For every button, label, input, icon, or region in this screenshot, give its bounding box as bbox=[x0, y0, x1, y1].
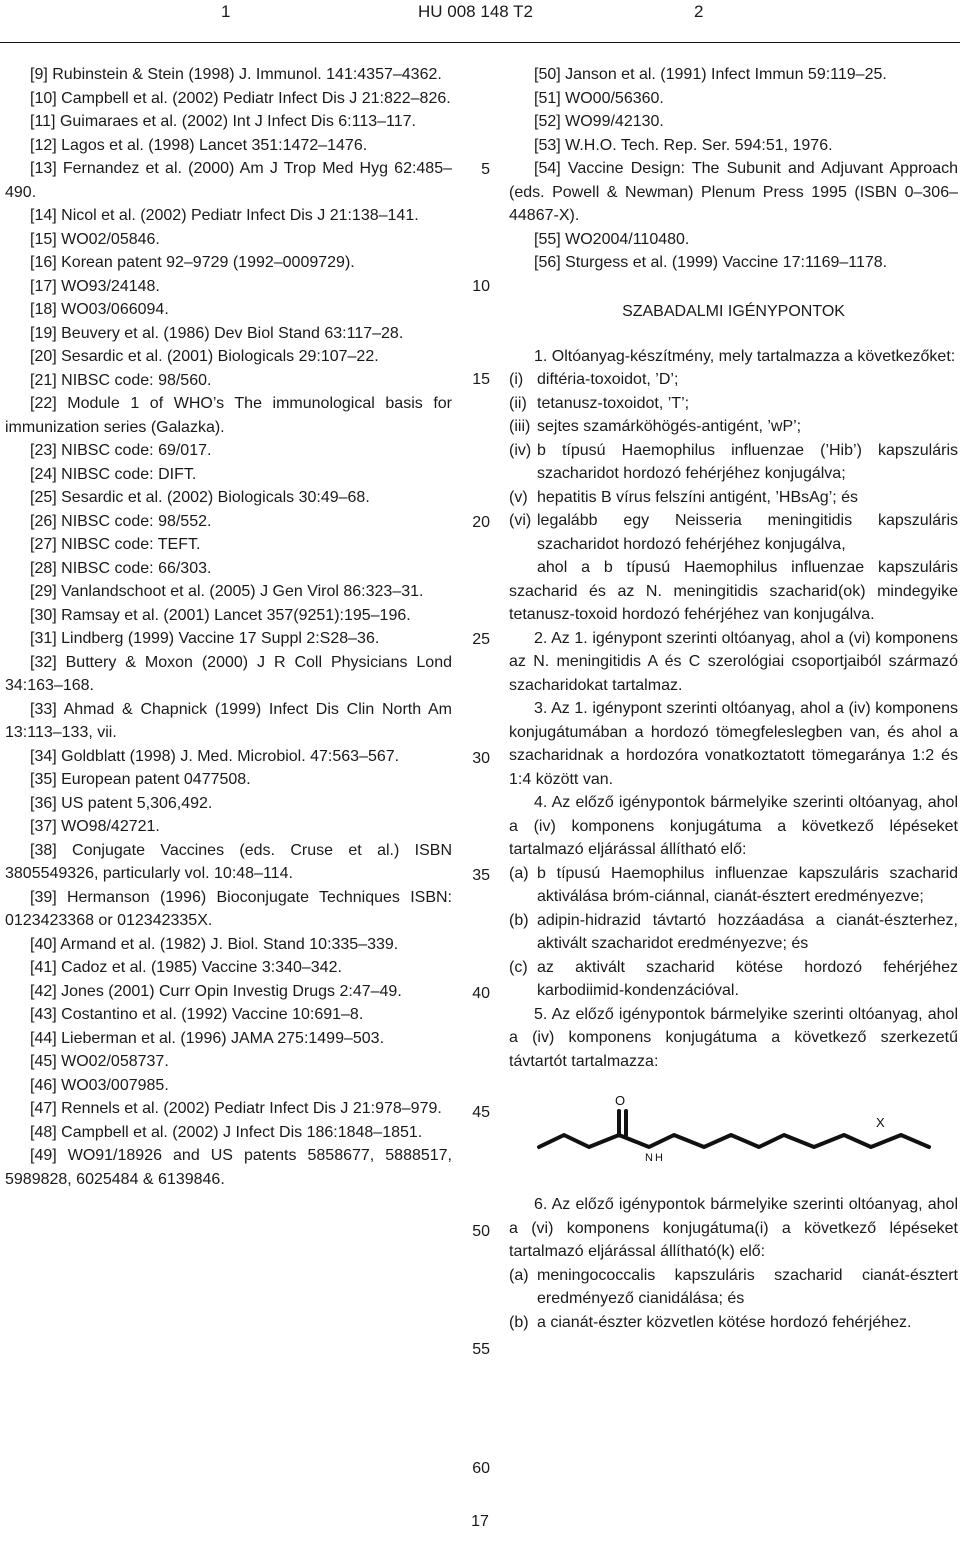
reference-item: [10] Campbell et al. (2002) Pediatr Infect Dis J 21:822–826. bbox=[30, 89, 451, 107]
claim-6-intro: 6. Az előző igénypontok bármelyike szerinti oltóanyag, ahol a (vi) komponens konjugátuma(i) a következő lépéseket tartalmazó eljárással állítható(k) elő: bbox=[509, 1196, 958, 1260]
item-label: (v) bbox=[509, 488, 528, 506]
item-text: hepatitis B vírus felszíni antigént, ’HBsAg’; és bbox=[537, 488, 859, 506]
item-label: (ii) bbox=[509, 394, 527, 412]
reference-item: [30] Ramsay et al. (2001) Lancet 357(9251):195–196. bbox=[30, 606, 411, 624]
line-number: 5 bbox=[481, 161, 490, 178]
atom-n: N bbox=[645, 1152, 653, 1164]
reference-item: [15] WO02/05846. bbox=[30, 230, 160, 248]
left-column-references bbox=[5, 63, 452, 1191]
claim-1-item bbox=[509, 439, 958, 486]
item-label: (i) bbox=[509, 371, 524, 388]
reference-item: [16] Korean patent 92–9729 (1992–0009729). bbox=[30, 254, 355, 271]
claim-4-item bbox=[509, 862, 958, 909]
reference-item: [12] Lagos et al. (1998) Lancet 351:1472–1476. bbox=[30, 136, 368, 154]
claim-4-item bbox=[509, 956, 958, 1003]
item-text: sejtes szamárköhögés-antigént, ’wP’; bbox=[537, 418, 802, 435]
claim-2: 2. Az 1. igénypont szerinti oltóanyag, ahol a (vi) komponens az N. meningitidis A és C szerológiai csoportjaiból származó szacharidokat tartalmaz. bbox=[509, 629, 958, 694]
header-page-left: 1 bbox=[221, 2, 231, 21]
item-text: az aktivált szacharid kötése hordozó fehérjéhez karbodiimid-kondenzációval. bbox=[537, 958, 958, 999]
claim-1-item bbox=[509, 368, 958, 392]
item-text: b típusú Haemophilus influenzae (’Hib’) kapszuláris szacharidot hordozó fehérjéhez konjugálva; bbox=[537, 441, 958, 482]
line-number: 10 bbox=[472, 278, 490, 295]
reference-item: [54] Vaccine Design: The Subunit and Adjuvant Approach (eds. Powell & Newman) Plenum Press 1995 (ISBN 0–306–44867-X). bbox=[509, 160, 958, 224]
reference-item: [48] Campbell et al. (2002) J Infect Dis 186:1848–1851. bbox=[30, 1123, 423, 1141]
item-text: diftéria-toxoidot, ’D’; bbox=[537, 371, 679, 388]
reference-item: [47] Rennels et al. (2002) Pediatr Infect Dis J 21:978–979. bbox=[30, 1100, 442, 1117]
header-doc-id: HU 008 148 T2 bbox=[418, 2, 533, 21]
spacer-structure-figure bbox=[509, 1073, 958, 1193]
claim-4-item bbox=[509, 909, 958, 956]
item-label: (b) bbox=[509, 1313, 529, 1331]
right-column bbox=[509, 63, 958, 1334]
claim-1-item bbox=[509, 415, 958, 439]
line-number: 40 bbox=[472, 985, 490, 1002]
atom-h: H bbox=[655, 1152, 663, 1164]
reference-item: [9] Rubinstein & Stein (1998) J. Immunol. 141:4357–4362. bbox=[30, 66, 442, 83]
reference-item: [29] Vanlandschoot et al. (2005) J Gen Virol 86:323–31. bbox=[30, 583, 424, 600]
item-label: (c) bbox=[509, 958, 528, 976]
header-rule bbox=[0, 42, 960, 43]
reference-item: [45] WO02/058737. bbox=[30, 1053, 169, 1070]
line-number: 35 bbox=[472, 867, 490, 884]
item-label: (a) bbox=[509, 864, 529, 882]
reference-item: [55] WO2004/110480. bbox=[534, 230, 690, 248]
reference-item: [53] W.H.O. Tech. Rep. Ser. 594:51, 1976. bbox=[534, 136, 833, 154]
reference-item: [17] WO93/24148. bbox=[30, 277, 160, 295]
reference-item: [13] Fernandez et al. (2000) Am J Trop Med Hyg 62:485–490. bbox=[5, 160, 452, 201]
reference-item: [34] Goldblatt (1998) J. Med. Microbiol. 47:563–567. bbox=[30, 747, 400, 765]
item-text: meningococcalis kapszuláris szacharid cianát-észtert eredményező cianidálása; és bbox=[537, 1266, 958, 1307]
reference-item: [40] Armand et al. (1982) J. Biol. Stand 10:335–339. bbox=[30, 935, 399, 953]
spacer-structure-figure bbox=[509, 1073, 958, 1193]
claim-1-item bbox=[509, 509, 958, 556]
item-text: adipin-hidrazid távtartó hozzáadása a cianát-észterhez, aktivált szacharidot eredményezve; és bbox=[537, 911, 958, 952]
reference-item: [52] WO99/42130. bbox=[534, 113, 664, 130]
item-label: (vi) bbox=[509, 512, 532, 529]
reference-item: [46] WO03/007985. bbox=[30, 1076, 169, 1094]
reference-item: [32] Buttery & Moxon (2000) J R Coll Physicians Lond 34:163–168. bbox=[5, 653, 452, 694]
item-text: a cianát-észter közvetlen kötése hordozó fehérjéhez. bbox=[537, 1313, 912, 1331]
reference-item: [20] Sesardic et al. (2001) Biologicals 29:107–22. bbox=[30, 348, 379, 365]
reference-item: [23] NIBSC code: 69/017. bbox=[30, 442, 212, 459]
reference-item: [56] Sturgess et al. (1999) Vaccine 17:1169–1178. bbox=[534, 254, 888, 271]
reference-item: [37] WO98/42721. bbox=[30, 818, 160, 835]
reference-item: [27] NIBSC code: TEFT. bbox=[30, 536, 201, 553]
header-page-right: 2 bbox=[694, 2, 704, 21]
item-text: legalább egy Neisseria meningitidis kapszuláris szacharidot hordozó fehérjéhez konjugálva, bbox=[537, 512, 958, 553]
reference-item: [33] Ahmad & Chapnick (1999) Infect Dis Clin North Am 13:113–133, vii. bbox=[5, 700, 452, 741]
reference-item: [43] Costantino et al. (1992) Vaccine 10:691–8. bbox=[30, 1006, 364, 1023]
reference-item: [44] Lieberman et al. (1996) JAMA 275:1499–503. bbox=[30, 1029, 385, 1047]
line-number: 60 bbox=[472, 1460, 490, 1477]
line-number: 45 bbox=[472, 1104, 490, 1121]
claim-5: 5. Az előző igénypontok bármelyike szerinti oltóanyag, ahol a (iv) komponens konjugátuma a következő szerkezetű távtartót tartalmazza: bbox=[509, 1005, 958, 1070]
line-number: 50 bbox=[472, 1223, 490, 1240]
chain-bond bbox=[539, 1135, 929, 1147]
reference-item: [51] WO00/56360. bbox=[534, 89, 664, 107]
item-label: (b) bbox=[509, 911, 529, 929]
claims-title: SZABADALMI IGÉNYPONTOK bbox=[622, 303, 845, 320]
item-text: b típusú Haemophilus influenzae kapszuláris szacharid aktiválása bróm-ciánnal, cianát-észtert eredményezve; bbox=[537, 864, 958, 905]
reference-item: [50] Janson et al. (1991) Infect Immun 59:119–25. bbox=[534, 66, 887, 83]
claim-1-tail: ahol a b típusú Haemophilus influenzae kapszuláris szacharid és az N. meningitidis szacharid(ok) mindegyike tetanusz-toxoid hordozó fehérjéhez van konjugálva. bbox=[509, 559, 958, 623]
reference-item: [38] Conjugate Vaccines (eds. Cruse et al.) ISBN 3805549326, particularly vol. 10:48–114. bbox=[5, 841, 452, 882]
item-label: (iii) bbox=[509, 418, 531, 435]
atom-o: O bbox=[615, 1093, 626, 1108]
claim-1-item bbox=[509, 486, 958, 510]
reference-item: [25] Sesardic et al. (2002) Biologicals 30:49–68. bbox=[30, 489, 370, 506]
atom-x: X bbox=[876, 1115, 885, 1130]
line-number: 15 bbox=[472, 371, 490, 388]
reference-item: [36] US patent 5,306,492. bbox=[30, 794, 213, 812]
reference-item: [28] NIBSC code: 66/303. bbox=[30, 559, 212, 577]
reference-item: [26] NIBSC code: 98/552. bbox=[30, 512, 212, 530]
reference-item: [21] NIBSC code: 98/560. bbox=[30, 371, 212, 389]
line-number: 55 bbox=[472, 1341, 490, 1358]
claim-1-item bbox=[509, 392, 958, 416]
reference-item: [39] Hermanson (1996) Bioconjugate Techniques ISBN: 0123423368 or 012342335X. bbox=[5, 888, 452, 929]
line-number: 30 bbox=[472, 750, 490, 767]
claim-1-intro: 1. Oltóanyag-készítmény, mely tartalmazza a következőket: bbox=[534, 347, 956, 365]
item-label: (iv) bbox=[509, 441, 532, 459]
item-label: (a) bbox=[509, 1266, 529, 1284]
reference-item: [49] WO91/18926 and US patents 5858677, 5888517, 5989828, 6025484 & 6139846. bbox=[5, 1147, 452, 1188]
page-number: 17 bbox=[471, 1513, 489, 1530]
claim-3: 3. Az 1. igénypont szerinti oltóanyag, ahol a (iv) komponens konjugátumában a hordozó tömegfeleslegben van, és ahol a szacharidnak a hordozóra vonatkoztatott tömegaránya 1:2 és 1:4 között van. bbox=[509, 700, 958, 788]
line-number: 25 bbox=[472, 631, 490, 648]
claim-6-item bbox=[509, 1264, 958, 1311]
reference-item: [19] Beuvery et al. (1986) Dev Biol Stand 63:117–28. bbox=[30, 324, 404, 342]
reference-item: [24] NIBSC code: DIFT. bbox=[30, 465, 197, 483]
reference-item: [11] Guimaraes et al. (2002) Int J Infect Dis 6:113–117. bbox=[30, 113, 416, 130]
claim-6-item bbox=[509, 1311, 958, 1335]
reference-item: [42] Jones (2001) Curr Opin Investig Drugs 2:47–49. bbox=[30, 982, 402, 1000]
item-text: tetanusz-toxoidot, ’T’; bbox=[537, 394, 690, 412]
reference-item: [35] European patent 0477508. bbox=[30, 771, 251, 788]
reference-item: [22] Module 1 of WHO’s The immunological basis for immunization series (Galazka). bbox=[5, 395, 452, 436]
reference-item: [31] Lindberg (1999) Vaccine 17 Suppl 2:S28–36. bbox=[30, 630, 380, 647]
line-number: 20 bbox=[472, 514, 490, 531]
reference-item: [14] Nicol et al. (2002) Pediatr Infect Dis J 21:138–141. bbox=[30, 207, 419, 224]
reference-item: [18] WO03/066094. bbox=[30, 301, 169, 318]
claim-4-intro: 4. Az előző igénypontok bármelyike szerinti oltóanyag, ahol a (iv) komponens konjugátuma a következő lépéseket tartalmazó eljárással állítható elő: bbox=[509, 794, 958, 858]
reference-item: [41] Cadoz et al. (1985) Vaccine 3:340–342. bbox=[30, 959, 342, 976]
